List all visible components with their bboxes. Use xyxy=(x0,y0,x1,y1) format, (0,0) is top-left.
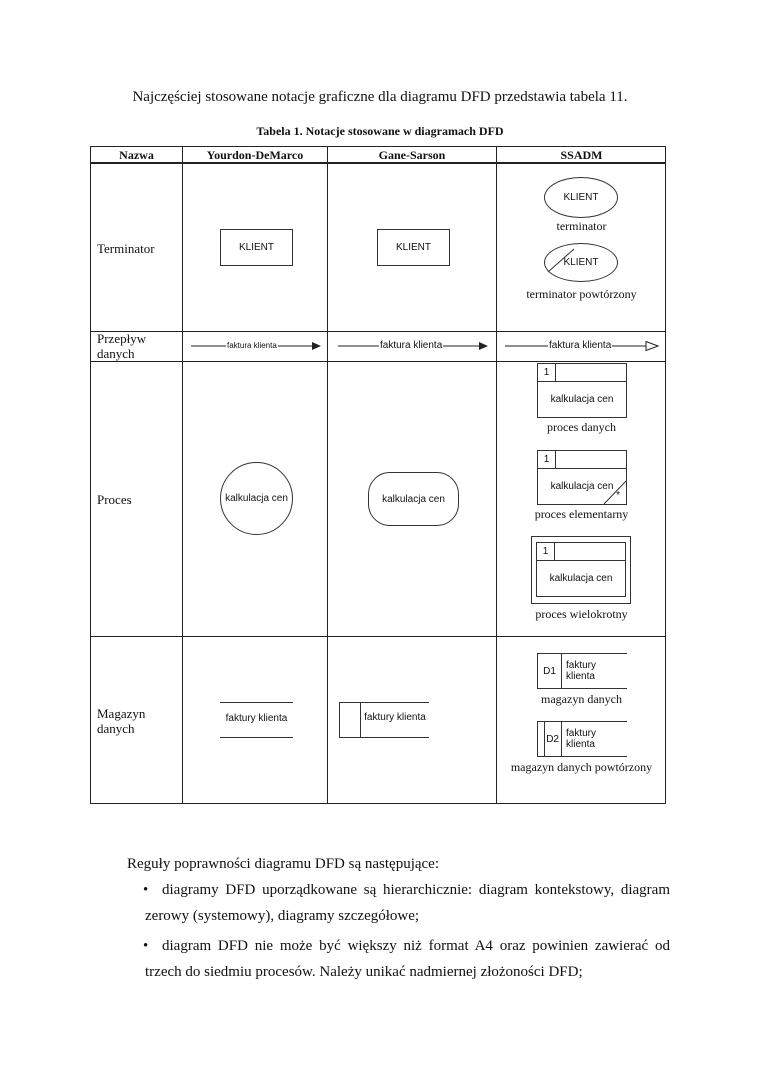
process-number: 1 xyxy=(538,364,556,382)
intro-paragraph: Najczęściej stosowane notacje graficzne dla diagramu DFD przedstawia tabela 11. xyxy=(132,89,628,105)
row-label-store-line2: danych xyxy=(97,721,135,736)
row-label-flow-line1: Przepływ xyxy=(97,331,147,346)
rule-1-line1: diagramy DFD uporządkowane są hierarchicznie: diagram kontekstowy, diagram xyxy=(162,882,670,898)
yd-flow-label: faktura klienta xyxy=(227,341,277,350)
store-id: D1 xyxy=(538,654,562,688)
rule-2-line1: diagram DFD nie może być większy niż format A4 oraz powinien zawierać od xyxy=(162,938,670,954)
ssadm-multiple-process-caption: proces wielokrotny xyxy=(535,607,628,621)
row-label-store xyxy=(97,706,145,736)
column-divider xyxy=(327,147,328,803)
row-label-terminator: Terminator xyxy=(97,241,155,256)
column-divider xyxy=(182,147,183,803)
ssadm-terminator-repeated-ellipse: KLIENT xyxy=(544,243,618,282)
repeat-slash-mark xyxy=(544,243,618,282)
rule-2-line2: trzech do siedmiu procesów. Należy unikać nadmiernej złożoności DFD; xyxy=(145,964,583,980)
gs-store-label: faktury klienta xyxy=(364,712,426,723)
table-caption: Tabela 1. Notacje stosowane w diagramach DFD xyxy=(256,124,504,138)
ssadm-store-caption: magazyn danych xyxy=(541,692,622,706)
header-gane-sarson: Gane-Sarson xyxy=(378,148,446,162)
yd-terminator-box: KLIENT xyxy=(220,229,293,266)
gs-process-rounded-rect: kalkulacja cen xyxy=(368,472,459,526)
row-label-flow-line2: danych xyxy=(97,346,135,361)
ssadm-multiple-process-outer xyxy=(531,536,631,604)
dfd-notation-table xyxy=(90,146,666,804)
row-divider xyxy=(91,636,665,637)
ssadm-flow-label: faktura klienta xyxy=(549,340,612,351)
process-name: kalkulacja cen xyxy=(550,394,614,405)
process-location-cell xyxy=(555,543,625,561)
ssadm-store-shape xyxy=(537,653,627,689)
ssadm-store-repeated-caption: magazyn danych powtórzony xyxy=(510,760,653,774)
ssadm-store-repeated-shape xyxy=(537,721,627,757)
bullet-icon: • xyxy=(143,938,149,954)
process-name: kalkulacja cen xyxy=(550,481,614,492)
header-nazwa: Nazwa xyxy=(119,148,154,162)
ssadm-terminator-caption: terminator xyxy=(556,219,607,233)
rule-1-line2: zerowy (systemowy), diagramy szczegółowe; xyxy=(145,908,420,924)
process-number: 1 xyxy=(538,451,556,469)
row-label-process: Proces xyxy=(97,492,132,507)
ssadm-terminator-ellipse: KLIENT xyxy=(544,177,618,218)
ssadm-process-box xyxy=(537,363,627,418)
yd-process-circle: kalkulacja cen xyxy=(220,462,293,535)
row-divider xyxy=(91,331,665,332)
row-divider xyxy=(91,361,665,362)
store-name: faktury klienta xyxy=(566,660,597,682)
elementary-star: * xyxy=(616,490,620,501)
ssadm-multiple-process-box xyxy=(536,542,626,597)
header-ssadm: SSADM xyxy=(560,148,603,162)
store-name: faktury klienta xyxy=(566,728,597,750)
bullet-icon: • xyxy=(143,882,149,898)
gs-flow-label: faktura klienta xyxy=(380,340,443,351)
process-location-cell xyxy=(556,364,626,382)
rules-heading: Reguły poprawności diagramu DFD są następujące: xyxy=(127,856,440,872)
row-label-store-line1: Magazyn xyxy=(97,706,146,721)
ssadm-process-caption: proces danych xyxy=(547,420,616,434)
header-yourdon-demarco: Yourdon-DeMarco xyxy=(206,148,304,162)
process-name: kalkulacja cen xyxy=(549,573,613,584)
ssadm-elementary-process-caption: proces elementarny xyxy=(534,507,629,521)
process-number: 1 xyxy=(537,543,555,561)
row-label-flow xyxy=(97,331,146,361)
gs-terminator-box: KLIENT xyxy=(377,229,450,266)
ssadm-terminator-repeated-caption: terminator powtórzony xyxy=(526,287,637,301)
elementary-corner-mark xyxy=(538,451,626,504)
yd-store-label: faktury klienta xyxy=(225,713,288,724)
store-id: D2 xyxy=(538,722,562,756)
ssadm-elementary-process-box xyxy=(537,450,627,505)
